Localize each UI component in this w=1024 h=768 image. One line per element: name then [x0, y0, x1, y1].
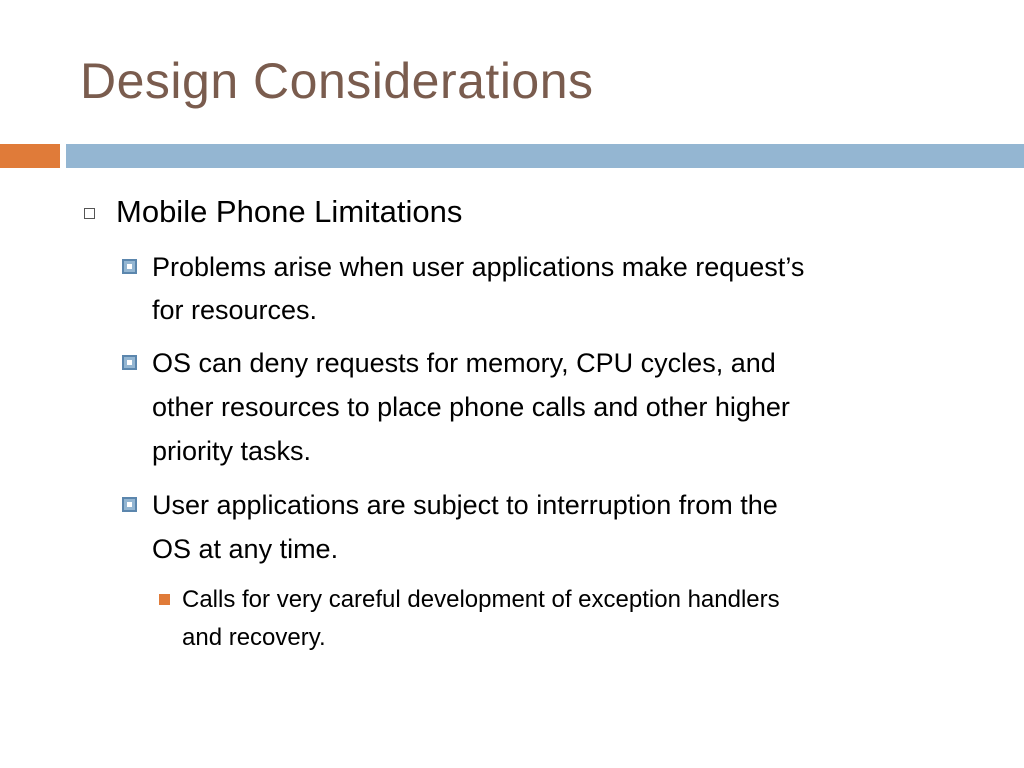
bullet-text-line: and recovery. [182, 624, 326, 651]
hollow-square-bullet-icon [84, 208, 95, 219]
accent-bar-blue [66, 144, 1024, 168]
bullet-text-line: Problems arise when user applications make request’s [152, 252, 805, 282]
filled-square-bullet-icon [159, 594, 170, 605]
bullet-text-line: Mobile Phone Limitations [116, 194, 463, 229]
bullet-text-line: other resources to place phone calls and other higher [152, 392, 790, 422]
bullet-text-line: OS at any time. [152, 534, 339, 564]
bullet-text-line: for resources. [152, 295, 318, 325]
bullet-text-line: priority tasks. [152, 436, 312, 466]
bullet-text-line: User applications are subject to interruption from the [152, 490, 778, 520]
bullet-text-line: OS can deny requests for memory, CPU cycles, and [152, 348, 776, 378]
square-bullet-icon [122, 497, 137, 512]
accent-bar-orange [0, 144, 60, 168]
square-bullet-icon [122, 355, 137, 370]
square-bullet-icon [122, 259, 137, 274]
slide-title: Design Considerations [80, 53, 594, 109]
bullet-text-line: Calls for very careful development of exception handlers [182, 586, 780, 613]
